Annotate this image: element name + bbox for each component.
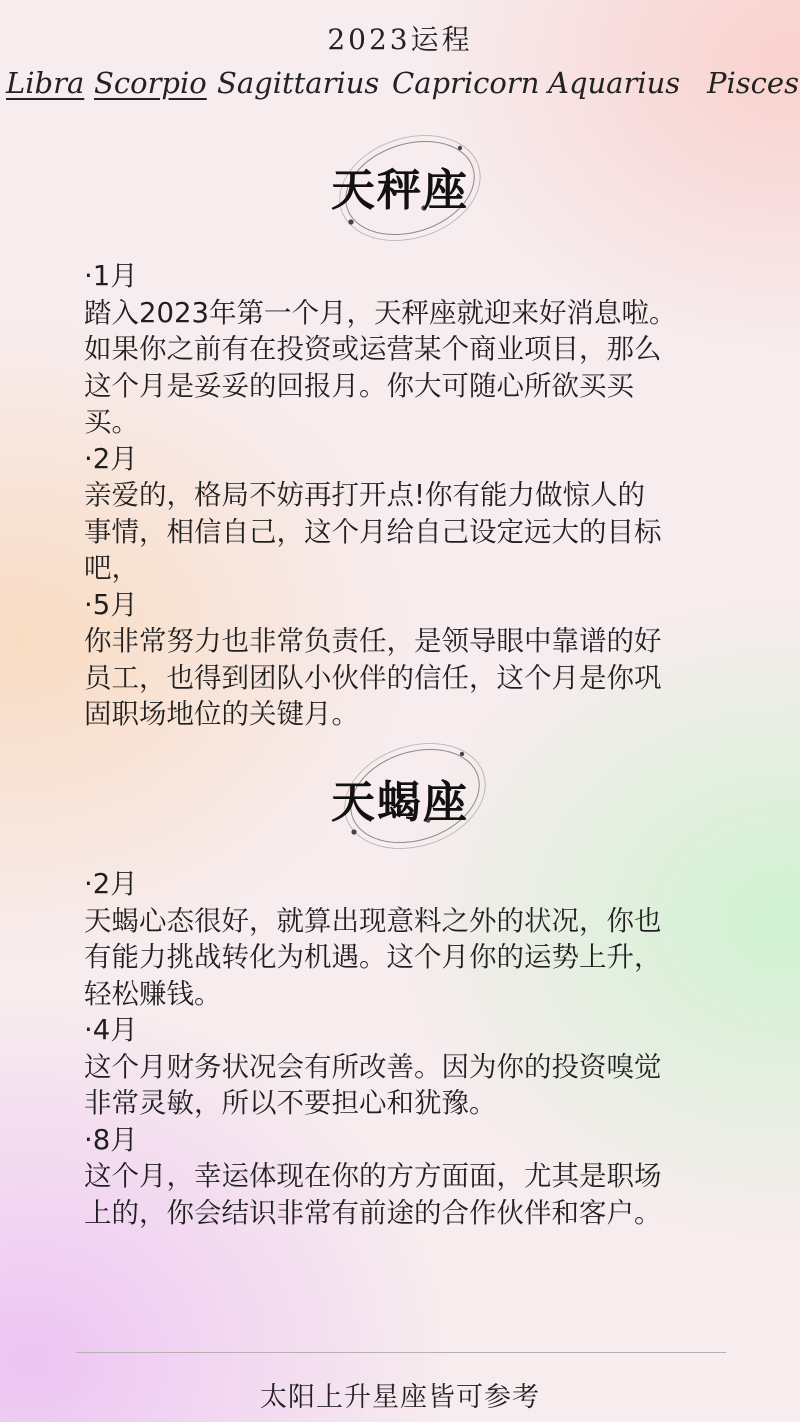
section-heading-scorpio: [250, 738, 550, 858]
text-line: 这个月是妥妥的回报月。你大可随心所欲买买: [84, 369, 634, 402]
text-line: 轻松赚钱。: [84, 977, 222, 1010]
month-label: ·1月: [84, 260, 138, 292]
page-title: 2023运程: [327, 23, 473, 56]
text-line: 如果你之前有在投资或运营某个商业项目，那么: [84, 333, 662, 365]
text-line: 这个月，幸运体现在你的方方面面，尤其是职场: [84, 1160, 662, 1192]
nav-link-scorpio[interactable]: Scorpio: [94, 66, 207, 100]
text-line: 非常灵敏，所以不要担心和犹豫。: [84, 1087, 497, 1119]
nav-link-libra[interactable]: Libra: [6, 66, 85, 100]
text-line: 踏入2023年第一个月，天秤座就迎来好消息啦。: [84, 296, 677, 329]
text-line: 事情，相信自己，这个月给自己设定远大的目标: [84, 515, 662, 548]
nav-item-sagittarius[interactable]: Sagittarius: [217, 66, 380, 100]
footer-divider: [76, 1352, 726, 1353]
text-line: 有能力挑战转化为机遇。这个月你的运势上升，: [84, 941, 662, 973]
nav-item-pisces[interactable]: Pisces: [707, 66, 799, 100]
text-line: 这个月财务状况会有所改善。因为你的投资嗅觉: [84, 1050, 662, 1083]
text-line: 吧，: [84, 552, 139, 584]
month-label: ·5月: [84, 588, 138, 621]
text-line: 上的，你会结识非常有前途的合作伙伴和客户。: [84, 1196, 662, 1229]
text-line: 买。: [84, 406, 139, 438]
month-label: ·8月: [84, 1123, 138, 1156]
section-heading-libra: [250, 126, 550, 246]
month-label: ·2月: [84, 868, 138, 900]
text-line: 亲爱的，格局不妨再打开点!你有能力做惊人的: [84, 479, 646, 511]
month-label: ·4月: [84, 1014, 138, 1046]
section-title: 天秤座: [331, 165, 469, 216]
month-label: ·2月: [84, 442, 138, 475]
text-line: 你非常努力也非常负责任，是领导眼中靠谱的好: [84, 625, 662, 657]
text-line: 员工，也得到团队小伙伴的信任，这个月是你巩: [84, 661, 662, 694]
section-libra-body: [84, 258, 744, 733]
zodiac-nav: [0, 66, 800, 106]
footer-note: 太阳上升星座皆可参考: [260, 1382, 540, 1413]
section-title: 天蝎座: [331, 777, 469, 828]
text-line: 天蝎心态很好，就算出现意料之外的状况，你也: [84, 904, 662, 937]
nav-item-capricorn[interactable]: Capricorn: [392, 66, 540, 100]
text-line: 固职场地位的关键月。: [84, 698, 359, 730]
nav-item-aquarius[interactable]: Aquarius: [548, 66, 681, 100]
section-scorpio-body: [84, 866, 744, 1231]
